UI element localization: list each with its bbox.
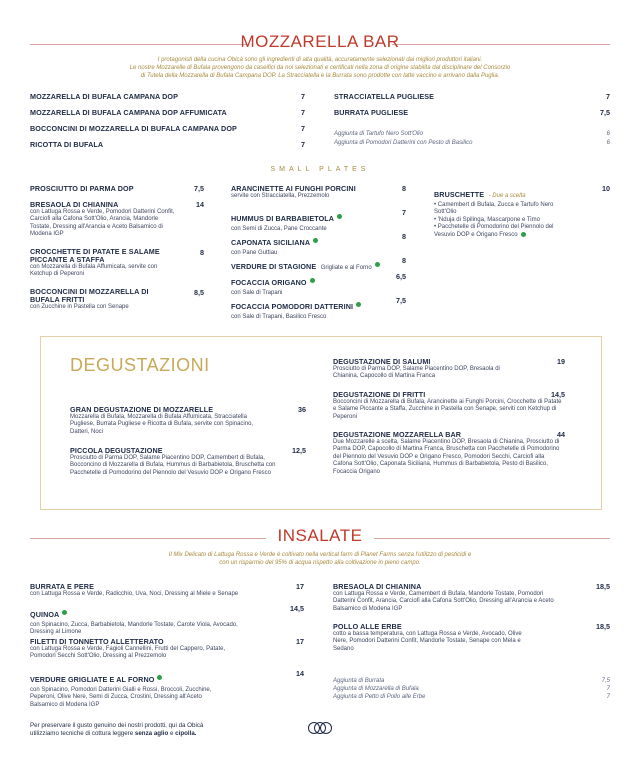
addon-price: 7 <box>606 694 610 700</box>
item-price: 7,5 <box>600 108 610 117</box>
item-description: con Sale di Trapani, Basilico Fresco <box>231 314 327 320</box>
item-price: 7 <box>301 92 305 101</box>
item-description: Prosciutto di Parma DOP, Salame Piacentino DOP, Bresaola di Chianina, Capocollo di Martina Franca <box>333 366 500 380</box>
item-price: 7 <box>301 108 305 117</box>
item-name: BRESAOLA DI CHIANINA <box>30 200 119 209</box>
footer-bold: cipolla. <box>175 730 197 737</box>
intro-line: di Tutela della Mozzarella di Bufala Campana DOP. La Stracciatella e la Burrata sono prodotte con latte vaccino e arrivano dalla Puglia. <box>140 73 500 79</box>
menu-item-bruschette <box>434 184 610 239</box>
menu-item <box>70 446 306 477</box>
item-name: QUINOA <box>30 610 60 619</box>
item-name: FILETTI DI TONNETTO ALLETTERATO <box>30 637 164 646</box>
addon-name: Aggiunta di Tartufo Nero Sott'Olio <box>334 131 423 137</box>
menu-item <box>30 184 204 193</box>
item-name: PROSCIUTTO DI PARMA DOP <box>30 184 134 193</box>
item-price: 17 <box>296 582 304 591</box>
addon-name: Aggiunta di Mozzarella di Bufala <box>333 686 419 692</box>
item-suffix: Grigliate e al Forno <box>320 265 372 271</box>
item-price: 12,5 <box>292 446 306 455</box>
item-name: DEGUSTAZIONE DI SALUMI <box>333 357 431 366</box>
footer-bold: senza aglio <box>134 730 169 737</box>
footer-text: e <box>168 730 176 737</box>
bruschetta-option: • 'Nduja di Spilinga, Mascarpone e Timo <box>434 216 540 223</box>
item-price: 18,5 <box>596 582 610 591</box>
item-name: GRAN DEGUSTAZIONE DI MOZZARELLE <box>70 405 214 414</box>
addon-price: 6 <box>606 131 610 137</box>
item-price: 18,5 <box>596 622 610 631</box>
insalate-intro <box>80 551 560 567</box>
item-name: BRUSCHETTE <box>434 190 485 199</box>
item-suffix: - Due a scelta <box>488 193 526 199</box>
menu-item <box>231 272 406 297</box>
menu-item <box>30 669 304 709</box>
item-name: BOCCONCINI DI MOZZARELLA DI BUFALA FRITTI <box>30 287 149 304</box>
item-name: BRESAOLA DI CHIANINA <box>333 582 422 591</box>
item-name: DEGUSTAZIONE MOZZARELLA BAR <box>333 430 462 439</box>
menu-item <box>333 357 565 381</box>
addon-item <box>333 694 610 700</box>
divider <box>374 538 610 539</box>
item-price: 10 <box>602 184 610 193</box>
menu-item <box>30 200 204 239</box>
item-name: FOCACCIA ORIGANO <box>231 278 307 287</box>
item-description: con Semi di Zucca, Pane Croccante <box>231 226 327 232</box>
item-price: 6,5 <box>396 272 406 281</box>
item-price: 8 <box>402 256 406 265</box>
addon-item <box>334 131 610 137</box>
section-title-mozzarella-bar: MOZZARELLA BAR <box>240 32 400 51</box>
item-price: 14,5 <box>551 390 565 399</box>
vegetarian-icon <box>313 238 318 243</box>
vegetarian-icon <box>337 214 342 219</box>
item-price: 7,5 <box>194 184 204 193</box>
footer-note <box>30 722 290 738</box>
menu-item <box>30 637 304 661</box>
vegetarian-icon <box>157 675 162 680</box>
item-price: 8 <box>200 248 204 257</box>
item-description: Prosciutto di Parma DOP, Salame Piacentino DOP, Camembert di Bufala, Bocconcino di Mozzarella di Bufala, Hummus di Barbabietola, Bruschetta con Pacchetelle di Pomodorino del Piennolo del Vesuvio DOP e Origano Fresco <box>70 455 276 476</box>
addon-item <box>334 140 610 146</box>
menu-item <box>333 582 610 613</box>
item-name: BOCCONCINI DI MOZZARELLA DI BUFALA CAMPANA DOP <box>30 124 237 133</box>
addon-name: Aggiunta di Petto di Pollo alle Erbe <box>333 694 426 700</box>
vegetarian-icon <box>62 610 67 615</box>
section-title-insalate: INSALATE <box>277 526 363 545</box>
item-description: con Spinacino, Pomodori Datterini Gialli e Rossi, Broccoli, Zucchine, Peperoni, Olive Nere, Semi di Zucca, Crostini, Dressing all'Aceto Balsamico di Modena IGP <box>30 687 212 708</box>
bruschetta-option: • Pacchetelle di Pomodorino del Piennolo del Vesuvio DOP e Origano Fresco <box>434 224 554 238</box>
intro-line: Il Mix Delicato di Lattuga Rossa e Verde è coltivato nella vertical farm di Planet Farms senza l'utilizzo di pesticidi e <box>168 552 472 558</box>
menu-item <box>30 582 304 598</box>
item-description: Due Mozzarelle a scelta, Salame Piacentino DOP, Bresaola di Chianina, Prosciutto di Parma DOP, Capocollo di Martina Franca, Bruschetta con Pacchetelle di Pomodorino del Piennolo del Vesuvio DOP e Origano Fresco, Pomodori Secchi, Carciofi alla Cafona Sott'Olio, Caponata Siciliana, Hummus di Barbabietola, Pesto di Basilico, Focaccia Origano <box>333 439 560 475</box>
item-description: con Lattuga Rossa e Verde, Radicchio, Uva, Noci, Dressing al Miele e Senape <box>30 591 239 597</box>
item-price: 19 <box>557 357 565 366</box>
item-description: con Lattuga Rossa e Verde, Camembert di Bufala, Mandorle Tostate, Pomodori Datterini Confit, Arancia, Carciofi alla Cafona Sott'Olio, Dressing all'Arancia e Aceto Balsamico di Modena IGP <box>333 591 554 612</box>
intro-line: con un risparmio del 95% di acqua rispetto alla coltivazione in pieno campo. <box>219 560 421 566</box>
menu-item <box>334 92 610 101</box>
item-description: con Mozzarella di Bufala Affumicata, servite con Ketchup di Peperoni <box>30 264 158 278</box>
item-name: HUMMUS DI BARBABIETOLA <box>231 214 335 223</box>
item-price: 36 <box>298 405 306 414</box>
addon-price: 7 <box>606 686 610 692</box>
item-price: 7 <box>402 208 406 217</box>
item-description: Bocconcini di Mozzarella di Bufala, Arancinette ai Funghi Porcini, Crocchette di Patate e Salame Piccante a Staffa, Zucchine in Pastella con Senape, serviti con Ketchup di Peperoni <box>333 399 562 420</box>
vegetarian-icon <box>356 302 361 307</box>
item-name: MOZZARELLA DI BUFALA CAMPANA DOP <box>30 92 178 101</box>
menu-item <box>70 405 306 436</box>
addon-price: 7,5 <box>601 678 610 684</box>
item-price: 14,5 <box>290 604 304 613</box>
addon-name: Aggiunta di Burrata <box>333 678 385 684</box>
item-name: CROCCHETTE DI PATATE E SALAME PICCANTE A STAFFA <box>30 247 160 264</box>
item-name: DEGUSTAZIONE DI FRITTI <box>333 390 426 399</box>
menu-item <box>231 296 406 321</box>
divider <box>392 44 610 45</box>
item-price: 8 <box>402 184 406 193</box>
item-price: 14 <box>296 669 304 678</box>
item-description: con Sale di Trapani <box>231 290 283 296</box>
item-price: 8 <box>402 232 406 241</box>
item-description: Mozzarella di Bufala, Mozzarella di Bufala Affumicata, Stracciatella Pugliese, Burrata Pugliese e Ricotta di Bufala, servite con Spinacino, Datteri, Noci <box>70 414 254 435</box>
section-title-small-plates: SMALL PLATES <box>270 166 370 173</box>
item-name: FOCACCIA POMODORI DATTERINI <box>231 302 354 311</box>
item-description: cotto a bassa temperatura, con Lattuga Rossa e Verde, Avocado, Olive Nere, Pomodori Datterini Confit, Mandorle Tostate, Senape con Mela e Sedano <box>333 631 522 652</box>
item-price: 7,5 <box>396 296 406 305</box>
menu-item <box>30 248 204 279</box>
item-description: con Spinacino, Zucca, Barbabietola, Mandorle Tostate, Carote Viola, Avocado, Dressing al Limone <box>30 622 238 636</box>
section-title-degustazioni: DEGUSTAZIONI <box>70 355 210 375</box>
item-price: 7 <box>606 92 610 101</box>
menu-item <box>231 208 406 233</box>
item-price: 44 <box>557 430 565 439</box>
item-description: con Lattuga Rossa e Verde, Pomodori Datterini Confit, Carciofi alla Cafona Sott'Olio, Arancia, Mandorle Tostate, Dressing all'Arancia e Aceto Balsamico di Modena IGP <box>30 209 175 238</box>
mozzarella-bar-intro <box>60 56 580 80</box>
menu-item <box>30 604 304 637</box>
item-price: 8,5 <box>194 288 204 297</box>
footer-line: Per preservare il gusto genuino dei nostri prodotti, qui da Obicà <box>30 722 204 729</box>
item-description: servite con Stracciatella, Prezzemolo <box>231 193 330 199</box>
menu-item <box>30 124 305 133</box>
divider <box>30 44 248 45</box>
item-name: VERDURE DI STAGIONE <box>231 262 317 271</box>
intro-line: I protagonisti della cucina Obicà sono gli ingredienti di alta qualità, accuratamente selezionati dai migliori produttori italiani. <box>157 57 483 63</box>
item-name: BURRATA E PERE <box>30 582 94 591</box>
item-name: RICOTTA DI BUFALA <box>30 140 104 149</box>
item-name: STRACCIATELLA PUGLIESE <box>334 92 435 101</box>
bruschetta-option: • Camembert di Bufala, Zucca e Tartufo Nero Sott'Olio <box>434 202 554 216</box>
addon-name: Aggiunta di Pomodori Datterini con Pesto di Basilico <box>334 140 473 146</box>
item-description: con Lattuga Rossa e Verde, Fagioli Cannellini, Frutti del Cappero, Patate, Pomodori Secchi Sott'Olio, Dressing al Prezzemolo <box>30 646 226 660</box>
item-name: CAPONATA SICILIANA <box>231 238 311 247</box>
addon-item <box>333 686 610 692</box>
menu-item <box>231 184 406 200</box>
vegetarian-icon <box>375 262 380 267</box>
obica-logo-icon <box>306 721 334 735</box>
menu-item <box>30 92 305 101</box>
item-price: 17 <box>296 637 304 646</box>
item-description: con Zucchine in Pastella con Senape <box>30 304 129 310</box>
item-name: PICCOLA DEGUSTAZIONE <box>70 446 163 455</box>
item-description: con Pane Guttiau <box>231 250 278 256</box>
intro-line: Le nostre Mozzarelle di Bufala provengono da caseifici da noi selezionati e certificati nella zona di origine stabilita dal disciplinare del Consorzio <box>129 65 511 71</box>
menu-item <box>334 108 610 117</box>
menu-item <box>333 622 610 653</box>
divider <box>30 538 266 539</box>
menu-item <box>333 430 565 476</box>
item-name: MOZZARELLA DI BUFALA CAMPANA DOP AFFUMICATA <box>30 108 227 117</box>
item-name: ARANCINETTE AI FUNGHI PORCINI <box>231 184 356 193</box>
item-name: POLLO ALLE ERBE <box>333 622 402 631</box>
footer-text: utilizziamo tecniche di cottura leggere <box>30 730 135 737</box>
item-name: VERDURE GRIGLIATE E AL FORNO <box>30 675 155 684</box>
menu-item <box>333 390 565 421</box>
menu-item <box>30 108 305 117</box>
menu-item <box>30 288 204 311</box>
vegetarian-icon <box>521 232 526 237</box>
item-price: 7 <box>301 124 305 133</box>
item-price: 14 <box>196 200 204 209</box>
menu-item <box>231 232 406 257</box>
vegetarian-icon <box>310 278 315 283</box>
addon-item <box>333 678 610 684</box>
menu-item <box>30 140 305 149</box>
item-price: 7 <box>301 140 305 149</box>
addon-price: 6 <box>606 140 610 146</box>
item-name: BURRATA PUGLIESE <box>334 108 409 117</box>
